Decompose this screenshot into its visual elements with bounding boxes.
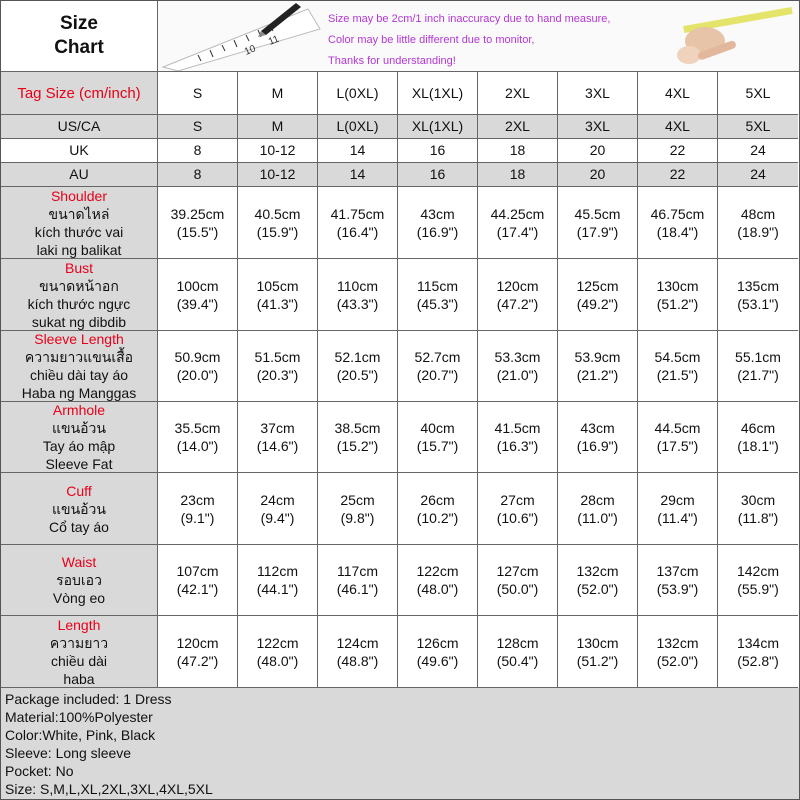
- measurement-cell: [478, 331, 558, 402]
- note-inaccuracy: Size may be 2cm/1 inch inaccuracy due to hand measure,: [328, 13, 611, 25]
- cm-value: 37cm: [260, 420, 295, 436]
- inch-value: (10.2"): [416, 509, 459, 526]
- size-value: 16: [398, 139, 478, 163]
- size-value: 20: [558, 163, 638, 187]
- cm-value: 130cm: [656, 277, 699, 294]
- inch-value: (21.5"): [656, 367, 699, 383]
- inch-value: (15.2"): [336, 438, 379, 454]
- cm-value: 105cm: [256, 277, 299, 294]
- measurement-title: Shoulder: [50, 187, 108, 204]
- cm-value: 29cm: [660, 491, 695, 508]
- measurement-cell: [158, 402, 238, 473]
- measurement-cell: [398, 473, 478, 545]
- measurement-label: [1, 616, 158, 688]
- inch-value: (20.5"): [336, 367, 379, 383]
- measurement-cell: [398, 545, 478, 616]
- size-value: S: [158, 115, 238, 139]
- inch-value: (55.9"): [737, 581, 779, 597]
- measure-banner: [158, 1, 799, 72]
- size-value: XL(1XL): [398, 72, 478, 115]
- cm-value: 135cm: [736, 277, 780, 294]
- cm-value: 52.7cm: [414, 349, 461, 365]
- inch-value: (52.0"): [656, 652, 699, 669]
- cm-value: 122cm: [416, 563, 459, 579]
- inch-value: (18.9"): [737, 223, 779, 240]
- cm-value: 48cm: [740, 205, 776, 222]
- inch-value: (16.9"): [416, 223, 459, 240]
- cm-value: 122cm: [256, 634, 299, 651]
- inch-value: (47.2"): [496, 295, 539, 312]
- color-info: Color:White, Pink, Black: [5, 727, 156, 743]
- cm-value: 44.5cm: [654, 420, 701, 436]
- measurement-translation: แขนอ้วน: [51, 420, 106, 436]
- measurement-cell: [718, 616, 798, 688]
- product-info: [1, 688, 799, 799]
- measurement-title: Cuff: [66, 482, 92, 499]
- title-line-1: Size: [59, 13, 99, 34]
- measurement-cell: [318, 187, 398, 259]
- size-value: S: [158, 72, 238, 115]
- cm-value: 117cm: [337, 563, 378, 579]
- pocket-info: Pocket: No: [5, 763, 74, 779]
- cm-value: 120cm: [496, 277, 539, 294]
- cm-value: 54.5cm: [654, 349, 701, 365]
- measurement-cell: [318, 616, 398, 688]
- size-value: 8: [158, 163, 238, 187]
- inch-value: (48.8"): [336, 652, 379, 669]
- cm-value: 43cm: [580, 420, 615, 436]
- inch-value: (18.1"): [737, 438, 779, 454]
- tape-measure-illustration: [675, 1, 795, 71]
- cm-value: 23cm: [180, 491, 215, 508]
- cm-value: 39.25cm: [170, 205, 225, 222]
- inch-value: (43.3"): [336, 295, 379, 312]
- measurement-translation: รอบเอว: [56, 572, 102, 588]
- size-value: 3XL: [558, 72, 638, 115]
- measurement-translation: แขนอ้วน: [51, 500, 106, 517]
- inch-value: (49.6"): [416, 652, 459, 669]
- inch-value: (11.0"): [577, 509, 618, 526]
- cm-value: 142cm: [736, 563, 780, 579]
- measurement-cell: [318, 259, 398, 331]
- measurement-translation: sukat ng dibdib: [31, 313, 127, 330]
- measurement-cell: [558, 616, 638, 688]
- size-value: 18: [478, 163, 558, 187]
- measurement-row: [1, 473, 799, 545]
- cm-value: 53.9cm: [574, 349, 621, 365]
- cm-value: 130cm: [576, 634, 619, 651]
- measurement-cell: [398, 331, 478, 402]
- measurement-title: Length: [57, 616, 101, 633]
- cm-value: 110cm: [337, 277, 378, 294]
- inch-value: (52.0"): [576, 581, 619, 597]
- measurement-label: [1, 331, 158, 402]
- size-value: 4XL: [638, 72, 718, 115]
- measurement-translation: Haba ng Manggas: [21, 385, 137, 401]
- size-value: 18: [478, 139, 558, 163]
- measurement-cell: [158, 473, 238, 545]
- measurement-cell: [478, 616, 558, 688]
- size-row-au: [1, 163, 799, 187]
- measurement-cell: [478, 473, 558, 545]
- inch-value: (21.7"): [737, 367, 779, 383]
- measurement-cell: [398, 402, 478, 473]
- cm-value: 53.3cm: [494, 349, 541, 365]
- cm-value: 120cm: [176, 634, 219, 651]
- measurement-cell: [638, 402, 718, 473]
- size-value: XL(1XL): [398, 115, 478, 139]
- measurement-cell: [718, 187, 798, 259]
- measurement-cell: [318, 545, 398, 616]
- ruler-mark-11: 11: [267, 33, 281, 48]
- cm-value: 38.5cm: [334, 420, 381, 436]
- size-value: 2XL: [478, 72, 558, 115]
- size-value: 5XL: [718, 72, 798, 115]
- measurement-cell: [478, 259, 558, 331]
- inch-value: (20.7"): [416, 367, 459, 383]
- inch-value: (9.8"): [340, 509, 375, 526]
- inch-value: (17.4"): [496, 223, 539, 240]
- size-row-tag: [1, 72, 799, 115]
- measurement-cell: [638, 331, 718, 402]
- size-value: 24: [718, 163, 798, 187]
- measurement-cell: [238, 402, 318, 473]
- cm-value: 46cm: [740, 420, 776, 436]
- inch-value: (20.0"): [176, 367, 219, 383]
- measurement-cell: [398, 259, 478, 331]
- cm-value: 45.5cm: [574, 205, 621, 222]
- cm-value: 132cm: [576, 563, 619, 579]
- measurement-translation: ความยาวแขนเสื้อ: [24, 349, 134, 365]
- inch-value: (21.0"): [496, 367, 539, 383]
- header-row: [1, 1, 799, 72]
- inch-value: (51.2"): [576, 652, 619, 669]
- measurement-cell: [638, 545, 718, 616]
- material-info: Material:100%Polyester: [5, 709, 153, 725]
- measurement-row: [1, 545, 799, 616]
- measurement-translation: chiều dài tay áo: [29, 367, 129, 383]
- inch-value: (18.4"): [656, 223, 699, 240]
- measurement-row: [1, 259, 799, 331]
- measurement-cell: [478, 187, 558, 259]
- measurement-cell: [638, 616, 718, 688]
- cm-value: 127cm: [496, 563, 539, 579]
- measurement-cell: [238, 545, 318, 616]
- cm-value: 134cm: [736, 634, 780, 651]
- measurement-row: [1, 331, 799, 402]
- size-value: 4XL: [638, 115, 718, 139]
- measurement-translation: chiều dài: [50, 652, 108, 669]
- measurement-cell: [238, 187, 318, 259]
- measurement-cell: [398, 187, 478, 259]
- inch-value: (50.4"): [496, 652, 539, 669]
- cm-value: 100cm: [176, 277, 219, 294]
- size-value: 2XL: [478, 115, 558, 139]
- measurement-cell: [398, 616, 478, 688]
- measurement-cell: [478, 545, 558, 616]
- measurement-translation: kích thước vai: [34, 223, 124, 240]
- measurement-translation: kích thước ngực: [27, 295, 131, 312]
- inch-value: (11.4"): [657, 509, 698, 526]
- measurement-title: Waist: [61, 554, 97, 570]
- measurement-translation: laki ng balikat: [36, 241, 122, 258]
- cm-value: 128cm: [496, 634, 539, 651]
- measurement-row: [1, 187, 799, 259]
- measurement-cell: [558, 545, 638, 616]
- inch-value: (41.3"): [256, 295, 299, 312]
- measurement-translation: Tay áo mập: [42, 438, 116, 454]
- measurement-translation: Vòng eo: [52, 590, 106, 606]
- cm-value: 41.5cm: [494, 420, 541, 436]
- inch-value: (49.2"): [576, 295, 619, 312]
- size-row-us: [1, 115, 799, 139]
- cm-value: 26cm: [420, 491, 455, 508]
- us-ca-label: US/CA: [1, 115, 158, 139]
- inch-value: (39.4"): [176, 295, 219, 312]
- ruler-pen-illustration: [158, 1, 323, 71]
- size-value: 8: [158, 139, 238, 163]
- inch-value: (47.2"): [176, 652, 219, 669]
- measurement-label: [1, 402, 158, 473]
- measurement-cell: [238, 331, 318, 402]
- measurement-cell: [558, 473, 638, 545]
- measurement-cell: [718, 473, 798, 545]
- inch-value: (50.0"): [496, 581, 539, 597]
- measurement-cell: [238, 259, 318, 331]
- inch-value: (44.1"): [256, 581, 299, 597]
- inch-value: (52.8"): [737, 652, 779, 669]
- inch-value: (20.3"): [256, 367, 299, 383]
- size-value: 22: [638, 139, 718, 163]
- measurement-translation: ขนาดไหล่: [48, 205, 110, 222]
- inch-value: (51.2"): [656, 295, 699, 312]
- measurement-cell: [318, 402, 398, 473]
- inch-value: (48.0"): [256, 652, 299, 669]
- size-value: M: [238, 115, 318, 139]
- cm-value: 137cm: [656, 563, 699, 579]
- cm-value: 55.1cm: [735, 349, 781, 365]
- sleeve-info: Sleeve: Long sleeve: [5, 745, 132, 761]
- cm-value: 52.1cm: [334, 349, 381, 365]
- measurement-title: Armhole: [52, 402, 106, 418]
- size-value: 14: [318, 163, 398, 187]
- size-value: 16: [398, 163, 478, 187]
- cm-value: 41.75cm: [330, 205, 385, 222]
- size-value: 20: [558, 139, 638, 163]
- cm-value: 27cm: [500, 491, 535, 508]
- measurement-translation: Cổ tay áo: [49, 518, 109, 535]
- inch-value: (17.9"): [576, 223, 619, 240]
- package-info: Package included: 1 Dress: [5, 691, 172, 707]
- inch-value: (21.2"): [576, 367, 619, 383]
- measurement-title: Bust: [64, 259, 93, 276]
- measurement-cell: [718, 331, 798, 402]
- inch-value: (17.5"): [656, 438, 699, 454]
- measurement-cell: [158, 259, 238, 331]
- measurement-row: [1, 616, 799, 688]
- cm-value: 25cm: [340, 491, 375, 508]
- note-color: Color may be little different due to monitor,: [328, 34, 535, 46]
- cm-value: 24cm: [260, 491, 295, 508]
- inch-value: (15.7"): [416, 438, 459, 454]
- title-line-2: Chart: [54, 37, 104, 58]
- cm-value: 40.5cm: [254, 205, 301, 222]
- inch-value: (10.6"): [496, 509, 539, 526]
- measurement-cell: [158, 545, 238, 616]
- measurement-translation: ขนาดหน้าอก: [39, 277, 119, 294]
- measurement-cell: [638, 187, 718, 259]
- note-thanks: Thanks for understanding!: [328, 55, 456, 67]
- cm-value: 30cm: [740, 491, 776, 508]
- measurement-cell: [718, 545, 798, 616]
- inch-value: (16.9"): [576, 438, 619, 454]
- measurement-cell: [158, 331, 238, 402]
- cm-value: 44.25cm: [490, 205, 545, 222]
- cm-value: 50.9cm: [174, 349, 221, 365]
- inch-value: (16.3"): [496, 438, 539, 454]
- measurement-notes: [328, 9, 610, 72]
- cm-value: 43cm: [420, 205, 455, 222]
- ruler-mark-10: 10: [243, 43, 258, 58]
- cm-value: 112cm: [257, 563, 298, 579]
- inch-value: (16.4"): [336, 223, 379, 240]
- size-value: L(0XL): [318, 72, 398, 115]
- inch-value: (14.6"): [256, 438, 299, 454]
- size-list-info: Size: S,M,L,XL,2XL,3XL,4XL,5XL: [5, 781, 213, 797]
- tag-size-label: Tag Size (cm/inch): [1, 72, 158, 115]
- size-chart-title: [1, 1, 158, 72]
- measurement-cell: [318, 331, 398, 402]
- measurement-cell: [638, 473, 718, 545]
- cm-value: 115cm: [417, 277, 458, 294]
- cm-value: 51.5cm: [254, 349, 301, 365]
- cm-value: 40cm: [420, 420, 455, 436]
- inch-value: (15.9"): [256, 223, 299, 240]
- measurement-cell: [238, 473, 318, 545]
- size-value: 24: [718, 139, 798, 163]
- measurement-row: [1, 402, 799, 473]
- measurement-label: [1, 187, 158, 259]
- uk-label: UK: [1, 139, 158, 163]
- inch-value: (42.1"): [176, 581, 219, 597]
- inch-value: (15.5"): [176, 223, 219, 240]
- size-value: 3XL: [558, 115, 638, 139]
- inch-value: (11.8"): [737, 509, 779, 526]
- measurement-title: Sleeve Length: [34, 331, 124, 347]
- size-value: 10-12: [238, 139, 318, 163]
- measurement-cell: [318, 473, 398, 545]
- cm-value: 107cm: [176, 563, 219, 579]
- tape-measure-icon: [677, 7, 793, 64]
- inch-value: (45.3"): [416, 295, 459, 312]
- size-value: M: [238, 72, 318, 115]
- measurement-translation: ความยาว: [49, 634, 109, 651]
- size-value: 22: [638, 163, 718, 187]
- cm-value: 35.5cm: [174, 420, 221, 436]
- inch-value: (9.1"): [180, 509, 215, 526]
- measurement-label: [1, 473, 158, 545]
- cm-value: 132cm: [656, 634, 699, 651]
- size-value: 14: [318, 139, 398, 163]
- measurement-cell: [718, 259, 798, 331]
- measurement-cell: [478, 402, 558, 473]
- measurement-cell: [638, 259, 718, 331]
- measurement-translation: Sleeve Fat: [45, 456, 113, 472]
- inch-value: (48.0"): [416, 581, 459, 597]
- measurement-cell: [558, 187, 638, 259]
- cm-value: 28cm: [580, 491, 615, 508]
- measurement-cell: [558, 402, 638, 473]
- cm-value: 125cm: [576, 277, 619, 294]
- cm-value: 46.75cm: [650, 205, 705, 222]
- ruler-icon: [163, 9, 320, 71]
- au-label: AU: [1, 163, 158, 187]
- measurement-label: [1, 545, 158, 616]
- measurement-cell: [158, 616, 238, 688]
- size-value: 10-12: [238, 163, 318, 187]
- cm-value: 124cm: [336, 634, 379, 651]
- size-row-uk: [1, 139, 799, 163]
- measurement-cell: [158, 187, 238, 259]
- inch-value: (53.9"): [656, 581, 699, 597]
- measurement-cell: [558, 259, 638, 331]
- inch-value: (53.1"): [737, 295, 779, 312]
- measurement-cell: [558, 331, 638, 402]
- measurement-cell: [238, 616, 318, 688]
- measurement-translation: haba: [63, 670, 95, 687]
- measurement-label: [1, 259, 158, 331]
- inch-value: (14.0"): [176, 438, 219, 454]
- cm-value: 126cm: [416, 634, 459, 651]
- measurement-cell: [718, 402, 798, 473]
- inch-value: (9.4"): [260, 509, 295, 526]
- size-value: L(0XL): [318, 115, 398, 139]
- size-value: 5XL: [718, 115, 798, 139]
- inch-value: (46.1"): [336, 581, 379, 597]
